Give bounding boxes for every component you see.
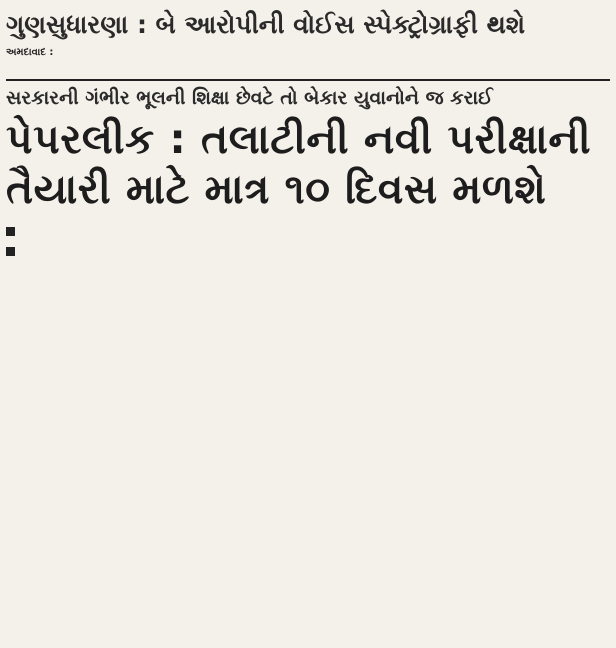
highlight-bullet	[6, 240, 291, 256]
story2-kicker: સરકારની ગંભીર ભૂલની શિક્ષા છેવટે તો બેકાર યુવાનોને જ કરાઈ	[6, 87, 493, 109]
newspaper-page	[0, 8, 616, 648]
story2-paragraph	[6, 278, 291, 292]
story2-paragraph	[301, 220, 610, 234]
story2-column-left	[6, 220, 291, 292]
story1-paragraph	[6, 60, 303, 74]
story1-columns	[6, 46, 610, 74]
story1-headline: ગુણસુધારણા : બે આરોપીની વોઈસ સ્પેક્ટ્રોગ્રાફી થશે	[6, 10, 526, 39]
story1-paragraph	[313, 46, 610, 60]
story2-headline-line1: પેપરલીક : તલાટીની નવી પરીક્ષાની	[6, 115, 592, 163]
square-bullet-icon	[6, 227, 15, 236]
highlight-bullet	[6, 220, 291, 236]
story1-column-left	[6, 46, 303, 74]
story2-column-right	[301, 220, 610, 292]
story1-dateline: અમદાવાદ :	[6, 47, 54, 58]
section-divider	[6, 79, 610, 81]
story2-body	[6, 220, 610, 292]
story2-headline-line2: તૈયારી માટે માત્ર ૧૦ દિવસ મળશે	[6, 165, 547, 213]
story2-paragraph	[6, 262, 291, 276]
story1-column-right	[313, 46, 610, 74]
square-bullet-icon	[6, 247, 15, 256]
story1-paragraph	[6, 46, 303, 60]
